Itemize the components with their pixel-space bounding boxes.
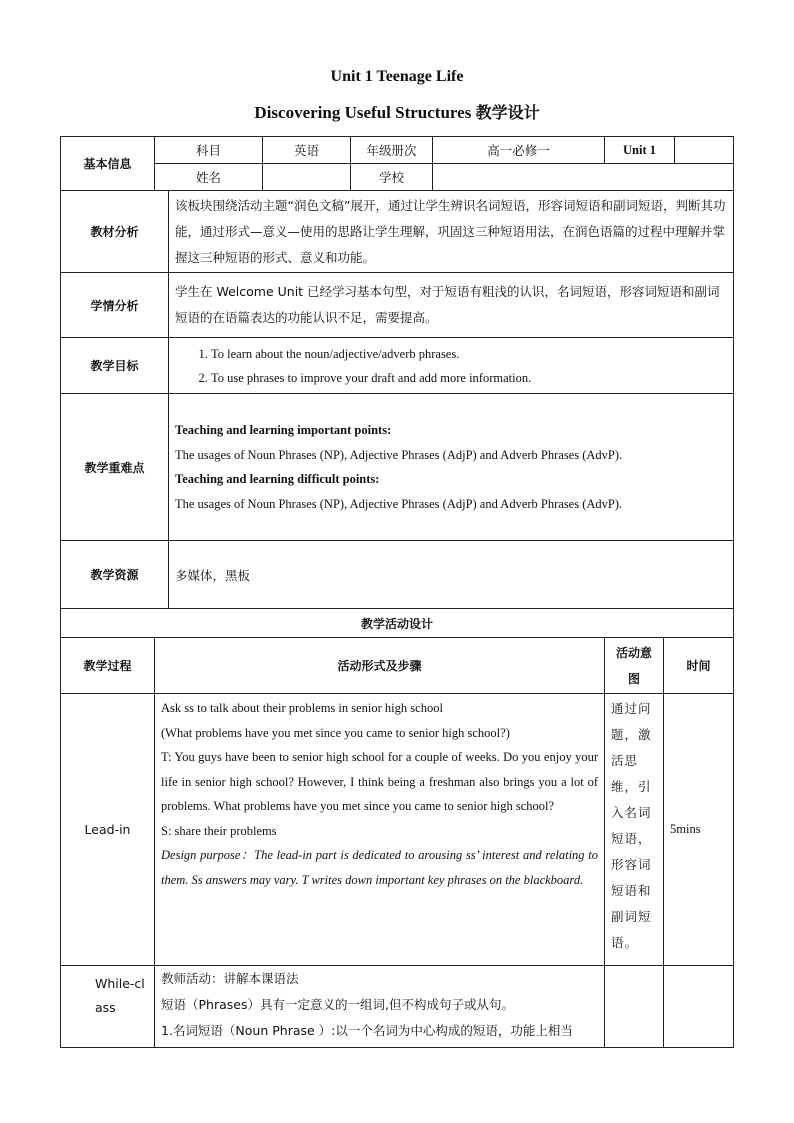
lead-in-student: S: share their problems (161, 823, 277, 838)
while-class-time (664, 966, 734, 1048)
students-text: 学生在 Welcome Unit 已经学习基本句型，对于短语有粗浅的认识，名词短语，形容词短语和副词短语的在语篇表达的功能认识不足，需要提高。 (169, 273, 734, 338)
document-subtitle (0, 100, 794, 123)
subject-label: 科目 (155, 137, 263, 164)
lead-in-line-1: Ask ss to talk about their problems in senior high school (161, 701, 443, 715)
material-label: 教材分析 (61, 191, 169, 273)
basic-info-row-1 (61, 137, 734, 164)
objectives-list (175, 342, 727, 390)
school-label: 学校 (351, 164, 433, 191)
material-row (61, 191, 734, 273)
objective-item: 2. To use phrases to improve your draft and add more information. (211, 366, 727, 390)
resources-label: 教学资源 (61, 541, 169, 609)
objectives-cell (169, 338, 734, 394)
activity-header-row (61, 638, 734, 694)
subtitle-english: Discovering Useful Structures (254, 103, 472, 122)
lead-in-time: 5mins (664, 694, 734, 966)
process-header: 教学过程 (61, 638, 155, 694)
unit-value: Unit 1 (605, 137, 675, 164)
lead-in-teacher: T: You guys have been to senior high school for a couple of weeks. Do you enjoy your life in senior high school? However, I think being a freshman also brings you a lot of problems. What problems have you met since you came to senior high school? (161, 750, 599, 813)
subject-value: 英语 (263, 137, 351, 164)
empty-cell (675, 137, 734, 164)
school-value (433, 164, 734, 191)
lead-in-stage: Lead-in (61, 694, 155, 966)
name-value (263, 164, 351, 191)
while-class-steps (155, 966, 605, 1048)
basic-info-row-2 (61, 164, 734, 191)
activity-design-row (61, 609, 734, 638)
difficult-heading: Teaching and learning difficult points: (175, 472, 380, 486)
while-class-line-3: 1.名词短语（Noun Phrase ）:以一个名词为中心构成的短语，功能上相当 (161, 1023, 573, 1038)
name-label: 姓名 (155, 164, 263, 191)
key-points-row (61, 394, 734, 541)
while-class-line-2: 短语（Phrases）具有一定意义的一组词,但不构成句子或从句。 (161, 997, 514, 1012)
grade-value: 高一必修一 (433, 137, 605, 164)
subtitle-chinese: 教学设计 (475, 103, 540, 122)
grade-label: 年级册次 (351, 137, 433, 164)
objectives-row (61, 338, 734, 394)
while-class-stage: While-class (61, 966, 155, 1048)
lead-in-steps (155, 694, 605, 966)
intent-header: 活动意图 (605, 638, 664, 694)
lesson-plan-table (60, 136, 734, 1048)
important-text: The usages of Noun Phrases (NP), Adjective Phrases (AdjP) and Adverb Phrases (AdvP). (175, 447, 623, 462)
lead-in-intent: 通过问题，激活思维，引入名词短语，形容词短语和副词短语。 (605, 694, 664, 966)
lead-in-line-2: (What problems have you met since you came to senior high school?) (161, 725, 510, 740)
while-class-row (61, 966, 734, 1048)
activity-design-heading: 教学活动设计 (61, 609, 734, 638)
lead-in-purpose: Design purpose：The lead-in part is dedicated to arousing ss’ interest and relating to them. Ss answers may vary. T writes down important key phrases on the blackboard. (161, 848, 599, 887)
difficult-text: The usages of Noun Phrases (NP), Adjective Phrases (AdjP) and Adverb Phrases (AdvP). (175, 496, 623, 511)
document-title: Unit 1 Teenage Life (330, 68, 464, 85)
objectives-label: 教学目标 (61, 338, 169, 394)
objective-item: 1. To learn about the noun/adjective/adverb phrases. (211, 342, 727, 366)
basic-info-label: 基本信息 (61, 137, 155, 191)
material-text: 该板块围绕活动主题“润色文稿”展开，通过让学生辨识名词短语，形容词短语和副词短语，判断其功能，通过形式—意义—使用的思路让学生理解，巩固这三种短语用法，在润色语篇的过程中理解并掌握这三种短语的形式、意义和功能。 (169, 191, 734, 273)
important-heading: Teaching and learning important points: (175, 423, 392, 437)
while-class-line-1: 教师活动：讲解本课语法 (161, 971, 299, 986)
students-label: 学情分析 (61, 273, 169, 338)
time-header: 时间 (664, 638, 734, 694)
while-class-intent (605, 966, 664, 1048)
lead-in-row (61, 694, 734, 966)
resources-text: 多媒体，黑板 (169, 541, 734, 609)
students-row (61, 273, 734, 338)
key-points-label: 教学重难点 (61, 394, 169, 541)
steps-header: 活动形式及步骤 (155, 638, 605, 694)
resources-row (61, 541, 734, 609)
key-points-cell (169, 394, 734, 541)
